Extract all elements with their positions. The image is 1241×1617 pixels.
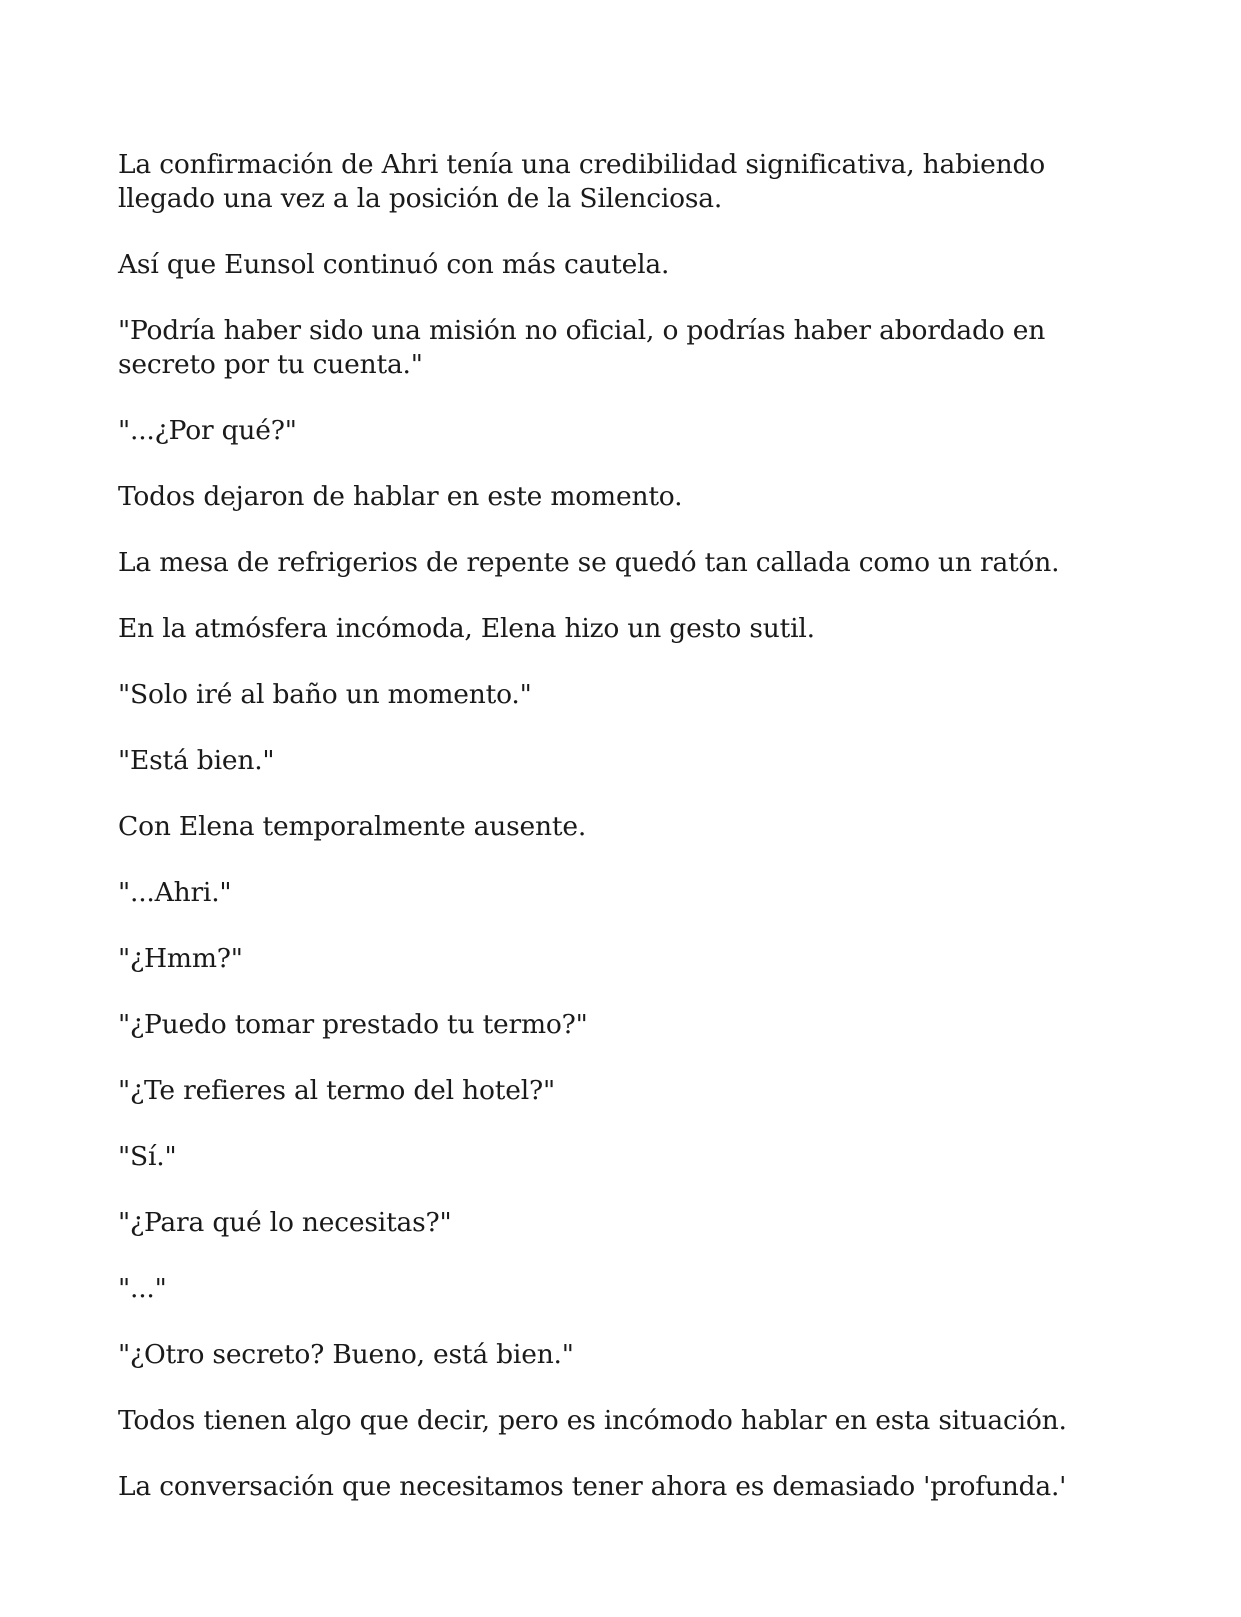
paragraph-12: "¿Hmm?" [118, 943, 243, 974]
paragraph-13: "¿Puedo tomar prestado tu termo?" [118, 1009, 588, 1040]
paragraph-14: "¿Te refieres al termo del hotel?" [118, 1075, 555, 1106]
paragraph-19: Todos tienen algo que decir, pero es incómodo hablar en esta situación. [118, 1405, 1067, 1436]
paragraph-17: "..." [118, 1273, 167, 1304]
paragraph-2: Así que Eunsol continuó con más cautela. [118, 249, 670, 280]
paragraph-1: La confirmación de Ahri tenía una credibilidad significativa, habiendo llegado una vez a la posición de la Silenciosa. [118, 149, 1046, 214]
paragraph-5: Todos dejaron de hablar en este momento. [118, 481, 683, 512]
paragraph-3: "Podría haber sido una misión no oficial, o podrías haber abordado en secreto por tu cuenta." [118, 315, 1046, 380]
paragraph-20: La conversación que necesitamos tener ahora es demasiado 'profunda.' [118, 1471, 1067, 1502]
paragraph-11: "...Ahri." [118, 877, 232, 908]
document-body [118, 148, 1128, 1536]
paragraph-8: "Solo iré al baño un momento." [118, 679, 532, 710]
paragraph-16: "¿Para qué lo necesitas?" [118, 1207, 452, 1238]
paragraph-15: "Sí." [118, 1141, 177, 1172]
paragraph-9: "Está bien." [118, 745, 275, 776]
paragraph-7: En la atmósfera incómoda, Elena hizo un gesto sutil. [118, 613, 815, 644]
paragraph-18: "¿Otro secreto? Bueno, está bien." [118, 1339, 574, 1370]
paragraph-10: Con Elena temporalmente ausente. [118, 811, 587, 842]
paragraph-4: "...¿Por qué?" [118, 415, 297, 446]
paragraph-6: La mesa de refrigerios de repente se quedó tan callada como un ratón. [118, 547, 1060, 578]
